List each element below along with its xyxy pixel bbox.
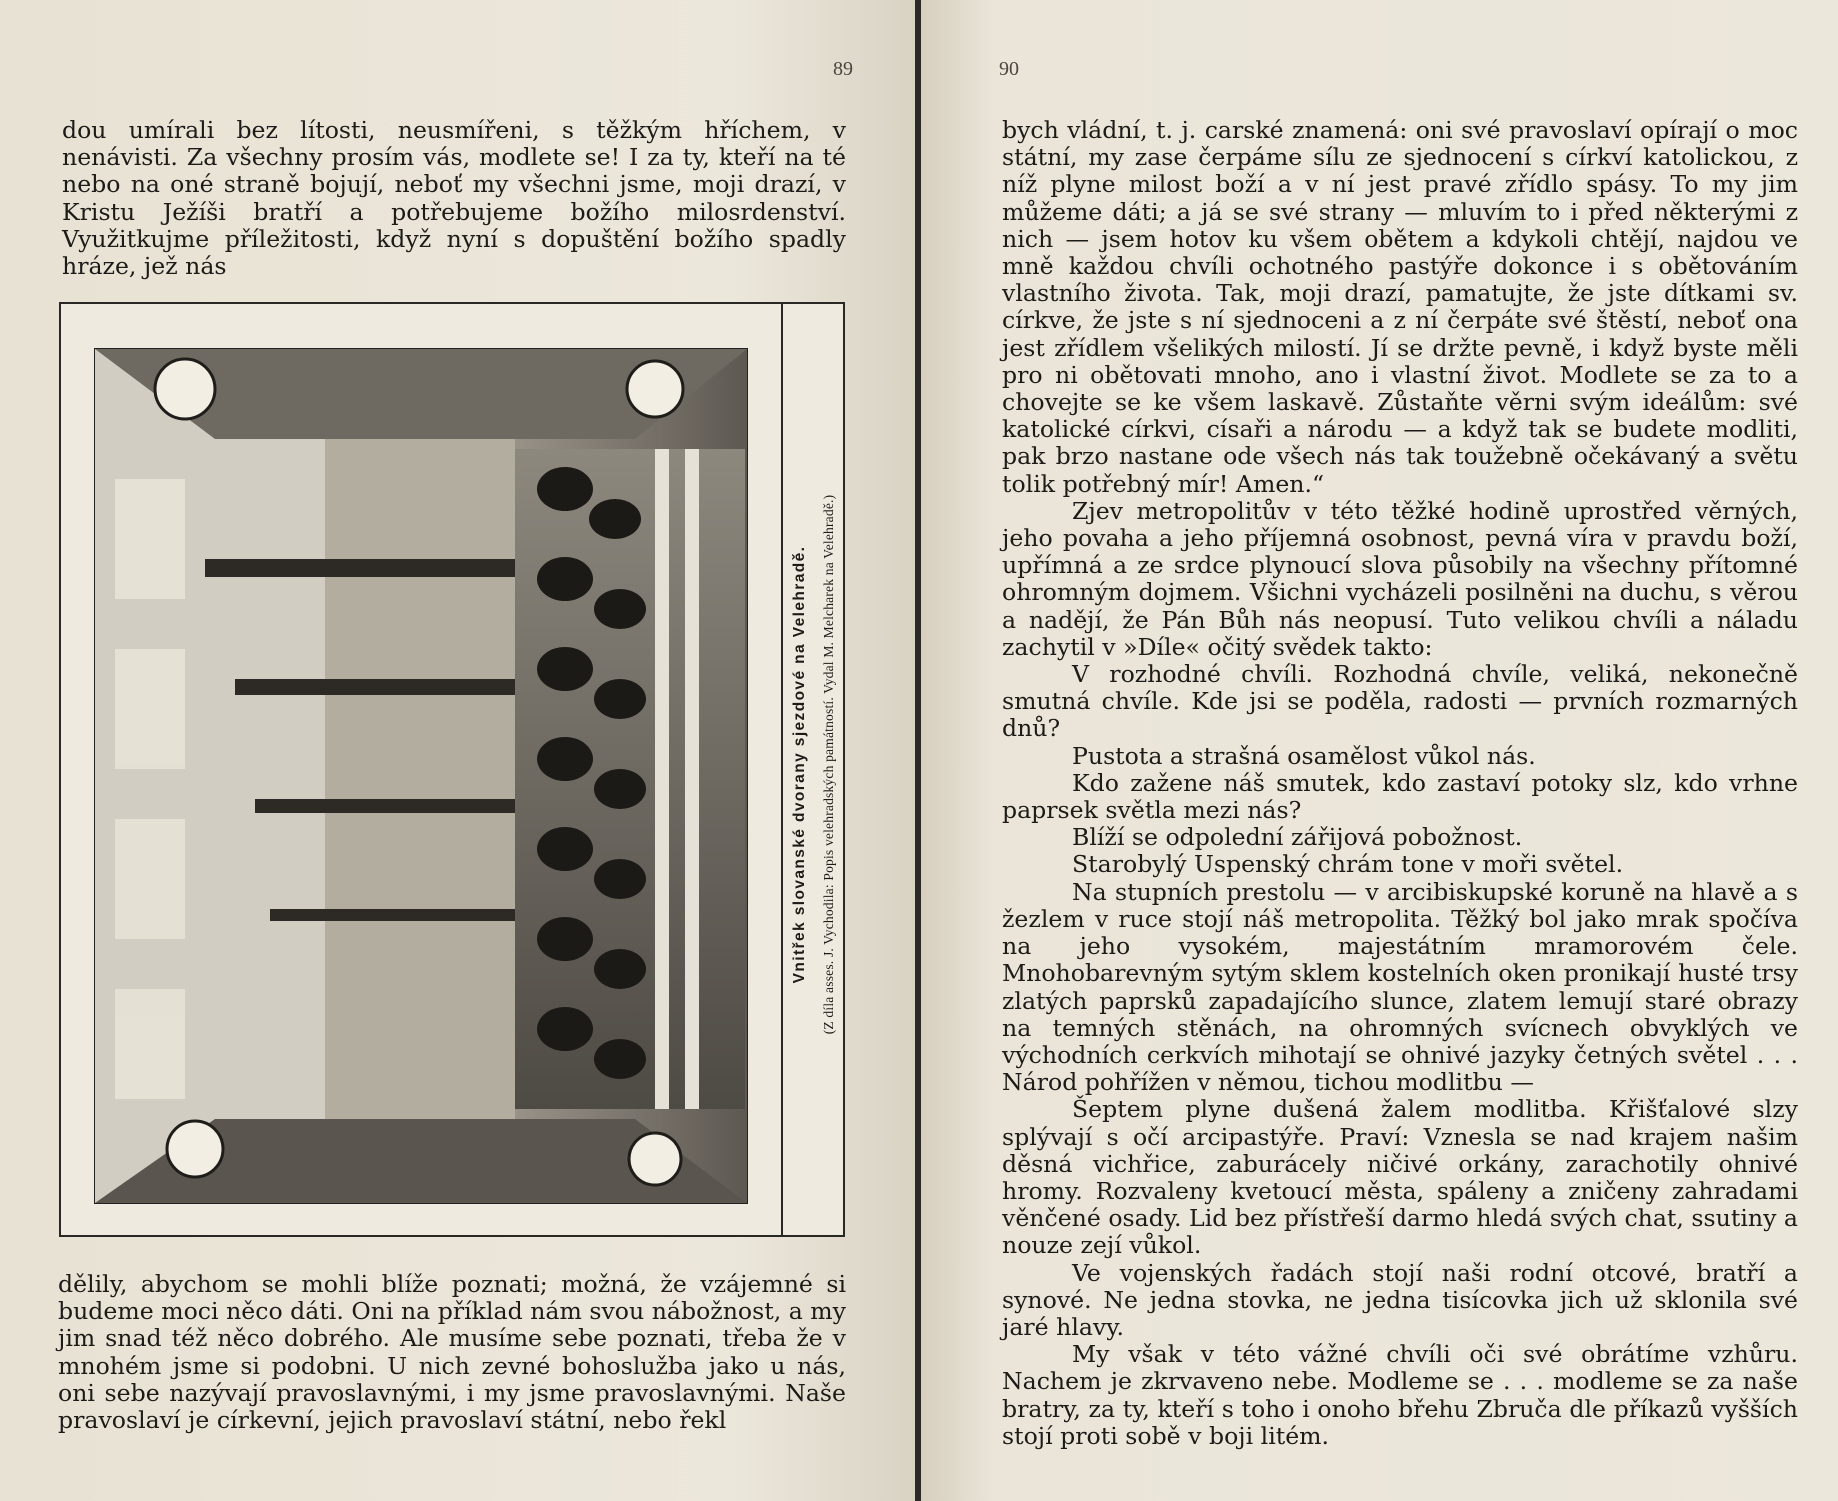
paragraph: Šeptem plyne dušená žalem modlitba. Křišťalové slzy splývají s očí arcipastýře. Praví: Vznesla se nad krajem našim děsná vichřice, zaburácely ničivé orkány, zarachotily ohnivé hromy. Rozvaleny kvetoucí města, spáleny a zničeny zahradami věnčené osady. Lid bez přístřeší darmo hledá svých chat, ssutiny a nouze zejí vůkol. — [1002, 1095, 1798, 1260]
paragraph: Ve vojenských řadách stojí naši rodní otcové, bratří a synové. Ne jedna stovka, ne jedna tisícovka jich už sklonila své jaré hlavy. — [1002, 1258, 1798, 1341]
page-number-right: 90 — [999, 58, 1019, 80]
figure-photo — [59, 302, 845, 1237]
paragraph: V rozhodné chvíli. Rozhodná chvíle, veliká, nekonečně smutná chvíle. Kde jsi se poděla, radosti — prvních rozmarných dnů? — [1002, 660, 1798, 743]
left-page — [0, 0, 915, 1501]
page-number-left: 89 — [833, 58, 853, 80]
left-text-bottom — [58, 1271, 846, 1434]
paragraph: dělily, abychom se mohli blíže poznati; možná, že vzájemné si budeme moci něco dáti. Oni na příklad nám svou nábožnost, a my jim snad též něco dobrého. Ale musíme sebe poznati, třeba že v mnohém jsme si podobni. U nich zevné bohoslužba jako u nás, oni sebe nazývají pravoslavnými, i my jsme pravoslavnými. Naše pravoslaví je církevní, jejich pravoslaví státní, nebo řekl — [58, 1270, 846, 1435]
right-text — [1002, 117, 1798, 1450]
paragraph: Na stupních prestolu — v arcibiskupské koruně na hlavě a s žezlem v ruce stojí náš metropolita. Těžký bol jako mrak spočíva na jeho vysokém, majestátním mramorovém čele. Mnohobarevným sytým sklem kostelních oken pronikají husté trsy zlatých paprsků zapadajícího slunce, zlatem lemují staré obrazy na temných stěnách, na ohromných svícnech obvyklých ve východních cerkvích mihotají se ohnivé jazyky četných světel . . . Národ pohřížen v němou, tichou modlitbu — — [1002, 877, 1798, 1097]
caption-title: Vnitřek slovanské dvorany sjezdové na Velehradě. — [791, 545, 808, 984]
paragraph: Kdo zažene náš smutek, kdo zastaví potoky slz, kdo vrhne paprsek světla mezi nás? — [1002, 768, 1798, 825]
left-text-top — [62, 117, 846, 280]
paragraph: My však v této vážné chvíli oči své obrátíme vzhůru. Nachem je zkrvaveno nebe. Modleme se . . . modleme se za naše bratry, za ty, kteří s toho i onoho břehu Zbruča dle příkazů vyšších stojí proti sobě v boji litém. — [1002, 1340, 1798, 1450]
caption-source: (Z díla asses. J. Vychodila: Popis velehradských památností. Vydal M. Melcharek na Velehradě.) — [821, 494, 836, 1035]
paragraph: Pustota a strašná osamělost vůkol nás. — [1072, 741, 1536, 770]
photo-hall-interior — [94, 348, 748, 1204]
figure-caption — [781, 304, 845, 1235]
paragraph: Blíží se odpolední zářijová pobožnost. — [1072, 823, 1523, 852]
paragraph: Zjev metropolitův v této těžké hodině uprostřed věrných, jeho povaha a jeho příjemná osobnost, pevná víra v pravdu boží, upřímná a ze srdce plynoucí slova působily na všechny přítomné ohromným dojmem. Všichni vycházeli posilněni na duchu, s věrou a nadějí, že Pán Bůh nás neopusí. Tuto velikou chvíli a náladu zachytil v »Díle« očitý svědek takto: — [1002, 496, 1798, 661]
right-page — [921, 0, 1838, 1501]
paragraph: dou umírali bez lítosti, neusmířeni, s těžkým hříchem, v nenávisti. Za všechny prosím vás, modlete se! I za ty, kteří na té nebo na oné straně bojují, neboť my všechni jsme, moji drazí, v Kristu Ježíši bratří a potřebujeme božího milosrdenství. Využitkujme příležitosti, když nyní s dopuštění božího spadly hráze, jež nás — [62, 116, 846, 281]
paragraph: bych vládní, t. j. carské znamená: oni své pravoslaví opírají o moc státní, my zase čerpáme sílu ze sjednocení s církví katolickou, z níž plyne milost boží a v ní jest pravé zřídlo spásy. To my jim můžeme dáti; a já se své strany — mluvím to i před některými z nich — jsem hotov ku všem obětem a kdykoli chtějí, najdou ve mně každou chvíli ochotného pastýře dokonce i s obětováním vlastního života. Tak, moji drazí, pamatujte, že jste dítkami sv. církve, že jste s ní sjednoceni a z ní čerpáte své štěstí, neboť ona jest zřídlem všelikých milostí. Jí se držte pevně, i když byste měli pro ni obětovati mnoho, ano i vlastní život. Modlete se za to a chovejte se ke všem laskavě. Zůstaňte věrni svým ideálům: své katolické církvi, císaři a národu — a když tak se budete modliti, pak brzo nastane ode všech nás tak toužebně očekávaný a světu tolik potřebný mír! Amen.“ — [1002, 116, 1798, 498]
paragraph: Starobylý Uspenský chrám tone v moři světel. — [1072, 850, 1624, 879]
